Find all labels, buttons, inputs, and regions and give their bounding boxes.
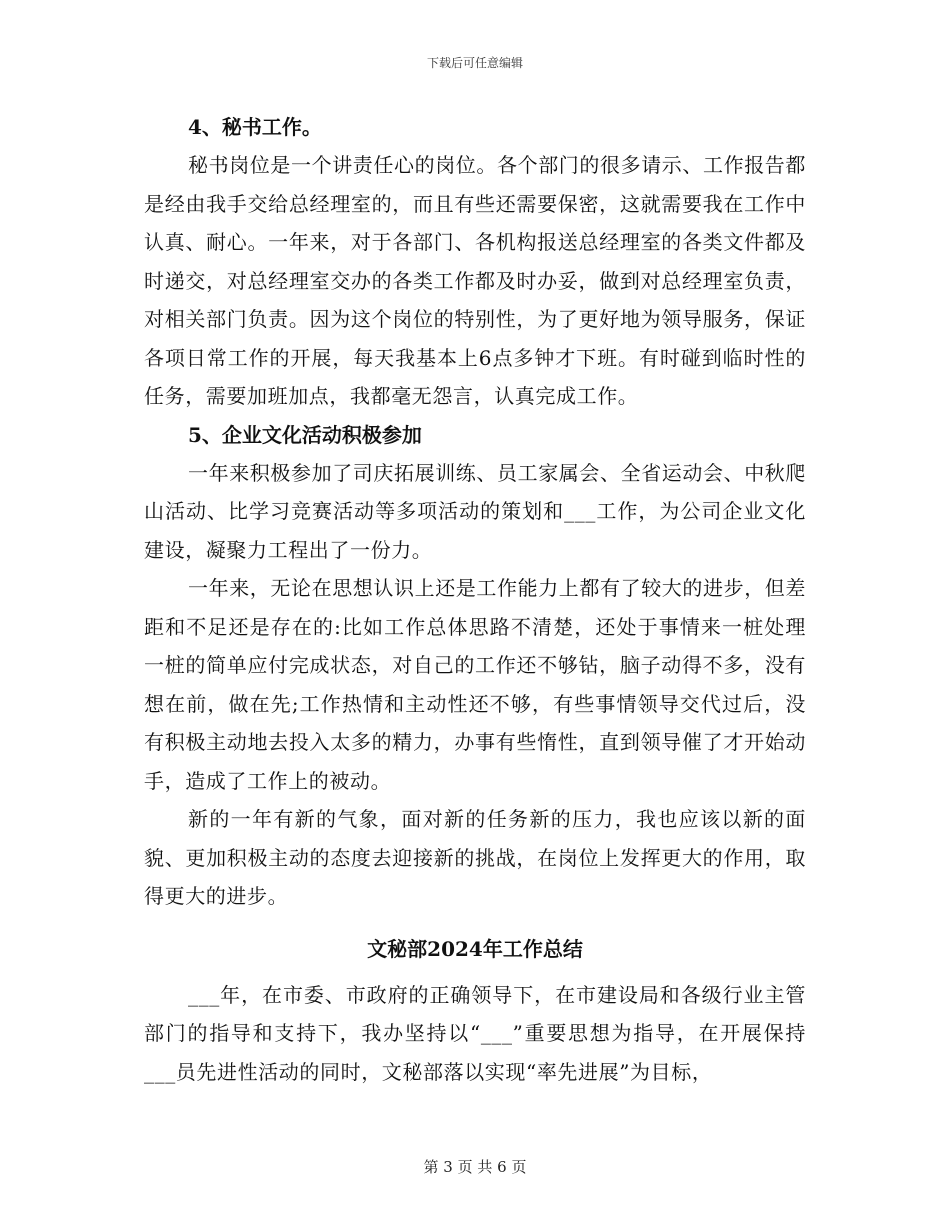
section-heading-secretary: 4、秘书工作。 <box>188 115 322 139</box>
section-heading-culture: 5、企业文化活动积极参加 <box>188 422 422 447</box>
paragraph-culture-activities: 一年来积极参加了司庆拓展训练、员工家属会、全省运动会、中秋爬山活动、比学习竞赛活动等多项活动的策划和___工作，为公司企业文化建设，凝聚力工程出了一份力。 <box>144 460 806 562</box>
page-number: 第 3 页 共 6 页 <box>423 1158 527 1176</box>
document-title: 文秘部2024年工作总结 <box>367 936 583 961</box>
paragraph-secretary: 秘书岗位是一个讲责任心的岗位。各个部门的很多请示、工作报告都是经由我手交给总经理室的，而且有些还需要保密，这就需要我在工作中认真、耐心。一年来，对于各部门、各机构报送总经理室的各类文件都及时递交，对总经理室交办的各类工作都及时办妥，做到对总经理室负责，对相关部门负责。因为这个岗位的特别性，为了更好地为领导服务，保证各项日常工作的开展，每天我基本上6点多钟才下班。有时碰到临时性的任务，需要加班加点，我都毫无怨言，认真完成工作。 <box>144 153 806 408</box>
paragraph-progress-shortcomings: 一年来，无论在思想认识上还是工作能力上都有了较大的进步，但差距和不足还是存在的:比如工作总体思路不清楚，还处于事情来一桩处理一桩的简单应付完成状态，对自己的工作还不够钻，脑子动得不多，没有想在前，做在先;工作热情和主动性还不够，有些事情领导交代过后，没有积极主动地去投入太多的精力，办事有些惰性，直到领导催了才开始动手，造成了工作上的被动。 <box>144 576 806 793</box>
document-body <box>144 108 806 1091</box>
paragraph-new-year: 新的一年有新的气象，面对新的任务新的压力，我也应该以新的面貌、更加积极主动的态度去迎接新的挑战，在岗位上发挥更大的作用，取得更大的进步。 <box>144 807 806 908</box>
paragraph-summary-intro: ___年，在市委、市政府的正确领导下，在市建设局和各级行业主管部门的指导和支持下，我办坚持以“___”重要思想为指导，在开展保持___员先进性活动的同时，文秘部落以实现“率先进展”为目标， <box>144 982 806 1084</box>
page-header: 下载后可任意编辑 <box>426 56 523 70</box>
